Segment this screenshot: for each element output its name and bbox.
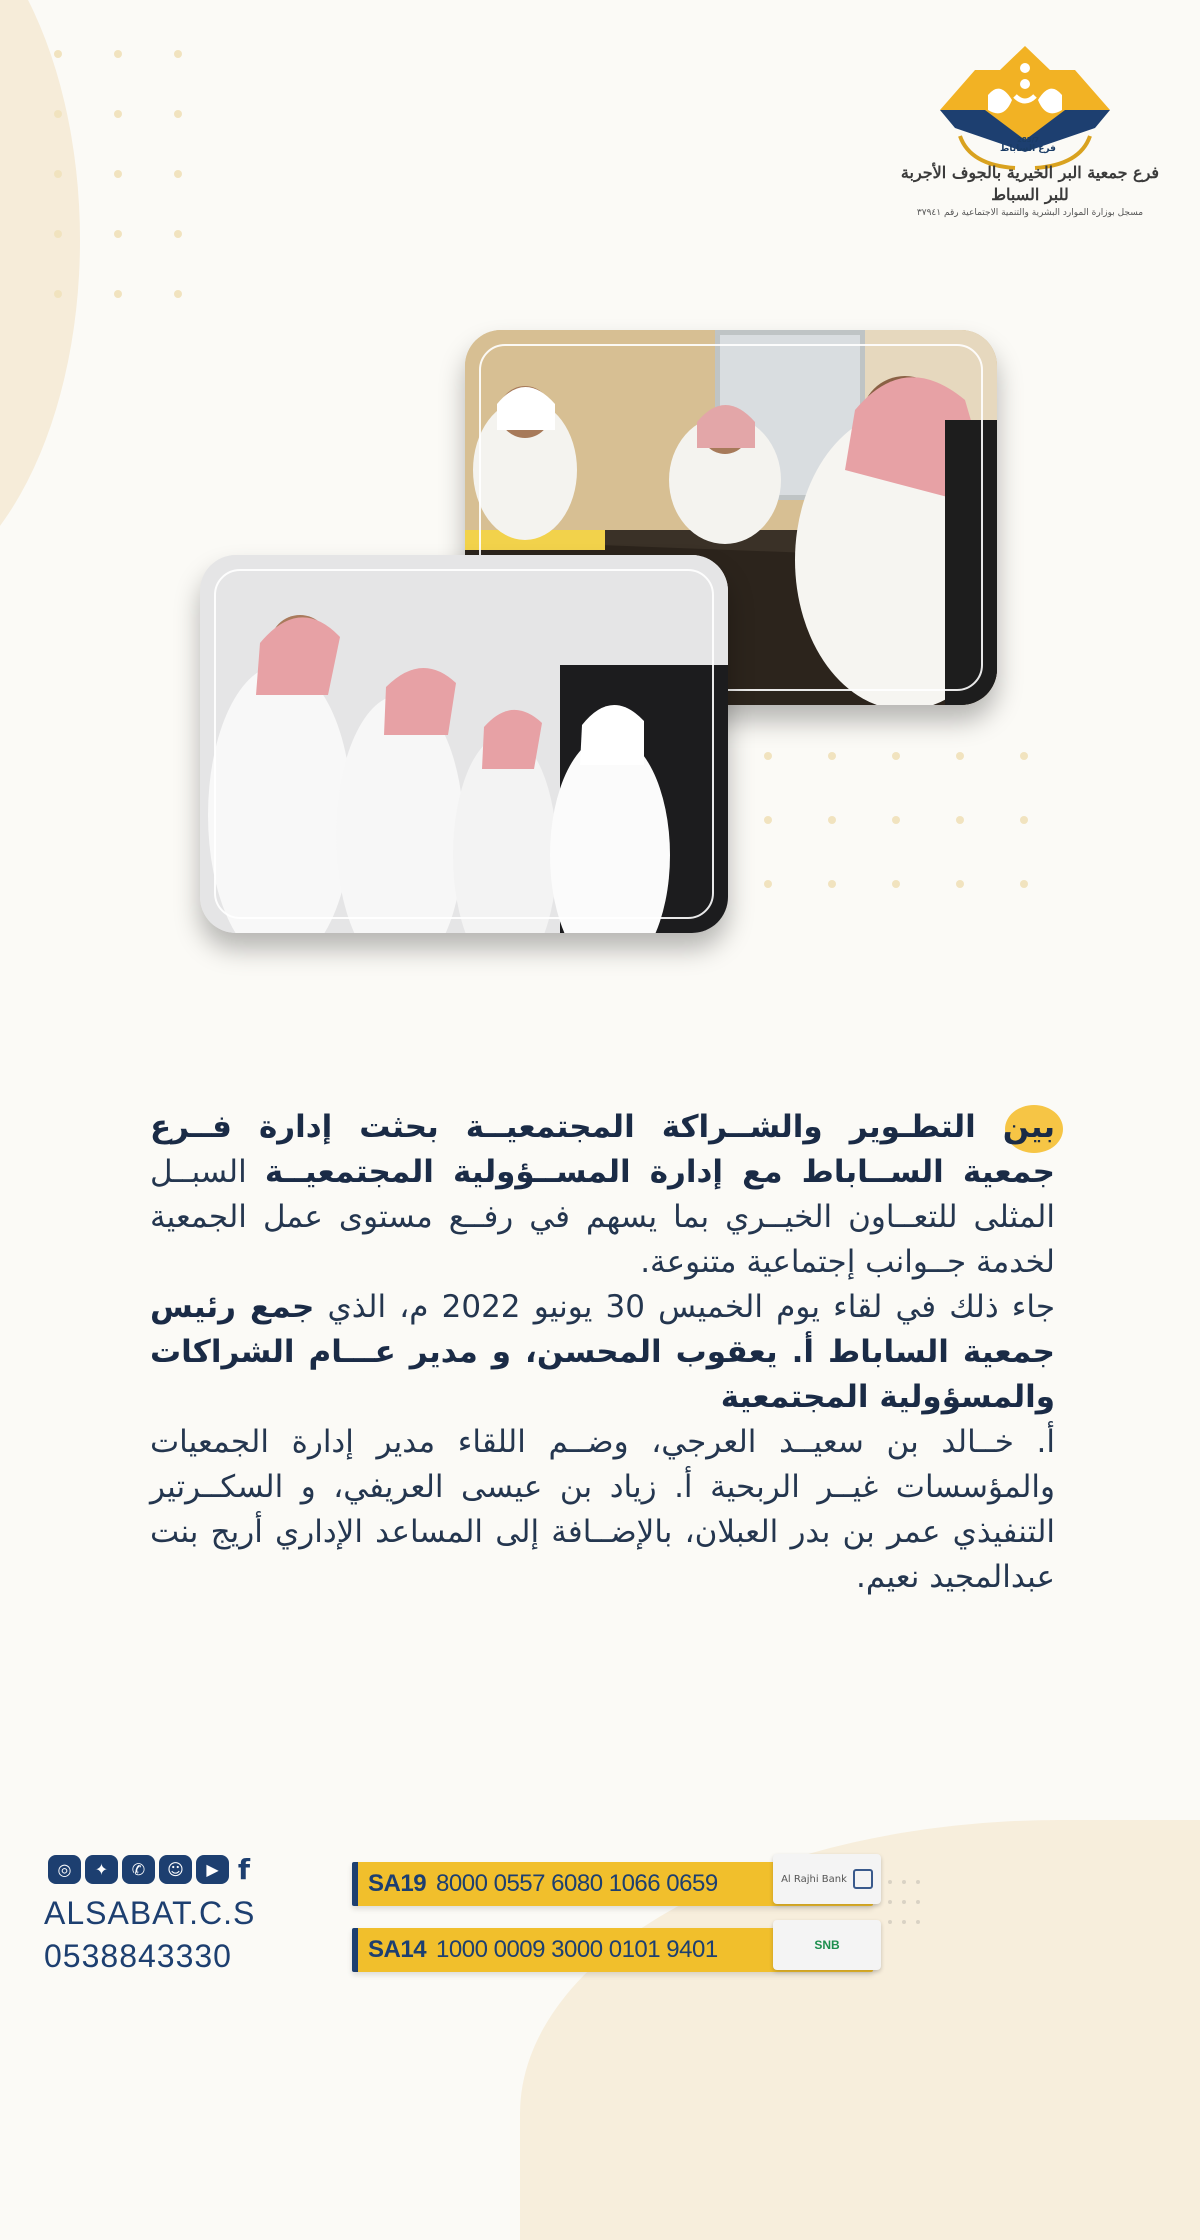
registration-note: مسجل بوزارة الموارد البشرية والتنمية الاجتماعية رقم ٣٧٩٤١ — [916, 208, 1144, 218]
bank-logo — [773, 1854, 881, 1904]
phone-number[interactable]: 0538843330 — [44, 1938, 232, 1974]
article-text: السبــل المثلى للتعــاون الخيــري بما يسهم في رفــع مستوى عمل الجمعية لخدمة جــوانب إجتماعية متنوعة. — [150, 1154, 1055, 1280]
logo-year: 283/7 — [1016, 136, 1040, 144]
bank-name: Al Rajhi Bank — [781, 1873, 847, 1885]
article-paragraph — [150, 1285, 1055, 1420]
bank-iban-strip — [352, 1862, 873, 1906]
article-paragraph — [150, 1420, 1055, 1600]
instagram-icon[interactable]: ◎ — [48, 1855, 81, 1884]
decorative-dots — [888, 1880, 920, 1924]
article-bold-text: جمع رئيس جمعية الساباط أ. يعقوب المحسن، و مدير عـــام الشراكات والمسؤولية المجتمعية — [150, 1289, 1055, 1415]
iban-prefix: SA14 — [368, 1936, 427, 1963]
iban-number: 8000 0557 6080 1066 0659 — [436, 1870, 718, 1897]
bank-logo — [773, 1920, 881, 1970]
article-text: جاء ذلك في لقاء يوم الخميس 30 يونيو 2022 م، الذي — [314, 1289, 1055, 1325]
twitter-icon[interactable]: ✦ — [85, 1855, 118, 1884]
iban-number: 1000 0009 3000 0101 9401 — [436, 1936, 718, 1963]
logo-branch-name: فرع الساباط — [1000, 144, 1056, 154]
bank-icon — [853, 1869, 873, 1889]
highlighted-word: بين — [1003, 1105, 1055, 1150]
decorative-dots — [700, 752, 1028, 888]
article-text: أ. خــالد بن سعيــد العرجي، وضــم اللقاء مدير إدارة الجمعيات والمؤسسات غيــر الربحية أ. زياد بن عيسى العريفي، و السكــرتير التنفيذي عمر بن بدر العبلان، بالإضــافة إلى المساعد الإداري أريج بنت عبدالمجيد نعيم. — [150, 1424, 1055, 1595]
article-body — [150, 1105, 1055, 1600]
article-bold-text: التطـوير والشــراكة المجتمعيــة بحثت إدارة فــرع جمعية الســاباط مع إدارة المســؤولية المجتمعيــة — [150, 1109, 1056, 1190]
group-photo — [200, 555, 728, 933]
facebook-icon[interactable]: f — [237, 1853, 251, 1886]
whatsapp-icon[interactable]: ✆ — [122, 1855, 155, 1884]
bank-iban-strip — [352, 1928, 873, 1972]
bank-name: SNB — [814, 1938, 840, 1952]
social-icons — [48, 1855, 255, 1884]
decorative-dots — [54, 50, 182, 298]
iban-prefix: SA19 — [368, 1870, 427, 1897]
snapchat-icon[interactable]: ☺ — [159, 1855, 192, 1884]
article-paragraph — [150, 1105, 1055, 1285]
social-handle[interactable]: ALSABAT.C.S — [44, 1895, 256, 1931]
organization-name: فرع جمعية البر الخيرية بالجوف الأجربة للبر السباط — [900, 163, 1160, 204]
iban-text — [358, 1936, 718, 1964]
youtube-icon[interactable]: ▶ — [196, 1855, 229, 1884]
iban-text — [358, 1870, 718, 1898]
logo-wordmark — [900, 162, 1160, 220]
